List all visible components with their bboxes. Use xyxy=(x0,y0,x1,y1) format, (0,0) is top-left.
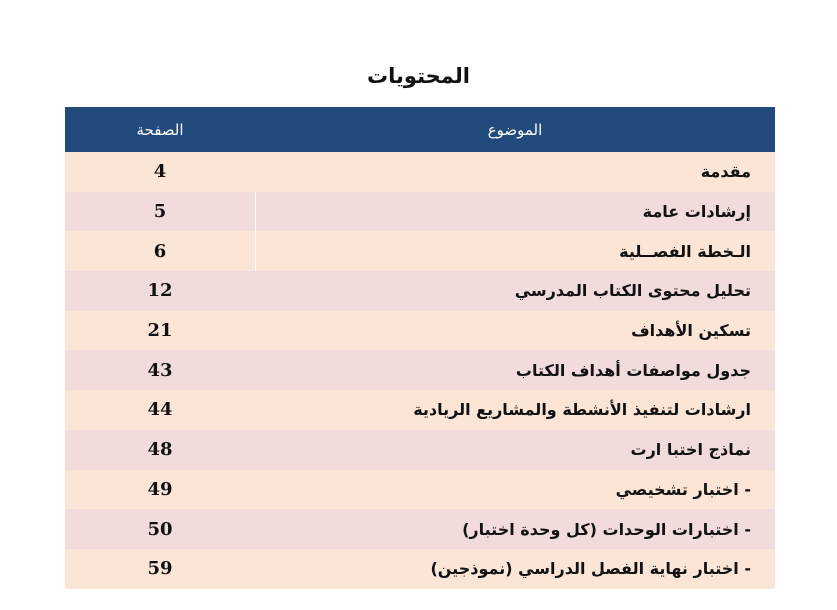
row-topic: جدول مواصفات أهداف الكتاب xyxy=(515,360,751,380)
table-row xyxy=(65,509,775,549)
table-row xyxy=(65,470,775,510)
column-divider xyxy=(255,192,256,271)
table-row xyxy=(65,231,775,271)
table-row xyxy=(65,549,775,589)
row-topic: تحليل محتوى الكتاب المدرسي xyxy=(514,281,751,301)
row-page: 50 xyxy=(147,518,173,540)
row-page: 59 xyxy=(147,558,173,580)
row-page: 6 xyxy=(153,240,167,262)
row-topic: الـخطة الفصــلية xyxy=(619,241,751,261)
row-topic: ارشادات لتنفيذ الأنشطة والمشاريع الريادية xyxy=(413,400,751,420)
row-page: 4 xyxy=(153,161,167,183)
row-topic: نماذج اختبا ارت xyxy=(630,440,751,460)
row-topic: - اختبار نهاية الفصل الدراسي (نموذجين) xyxy=(430,559,751,579)
page-title: المحتويات xyxy=(367,64,470,88)
row-topic: إرشادات عامة xyxy=(642,202,751,222)
row-topic: مقدمة xyxy=(700,162,751,182)
row-page: 49 xyxy=(147,478,173,500)
table-row xyxy=(65,311,775,351)
header-topic: الموضوع xyxy=(487,120,543,139)
row-topic: تسكين الأهداف xyxy=(631,321,751,341)
row-page: 48 xyxy=(147,439,173,461)
row-page: 12 xyxy=(147,280,173,302)
row-topic: - اختبار تشخيصي xyxy=(615,479,751,499)
row-page: 44 xyxy=(147,399,173,421)
table-row xyxy=(65,390,775,430)
row-topic: - اختبارات الوحدات (كل وحدة اختبار) xyxy=(462,519,751,539)
table-row xyxy=(65,152,775,192)
table-header xyxy=(65,107,775,152)
header-page: الصفحة xyxy=(136,120,184,139)
contents-table xyxy=(65,107,775,589)
table-row xyxy=(65,430,775,470)
row-page: 21 xyxy=(147,320,173,342)
row-page: 5 xyxy=(153,201,167,223)
table-row xyxy=(65,271,775,311)
table-row xyxy=(65,350,775,390)
table-row xyxy=(65,192,775,232)
row-page: 43 xyxy=(147,359,173,381)
